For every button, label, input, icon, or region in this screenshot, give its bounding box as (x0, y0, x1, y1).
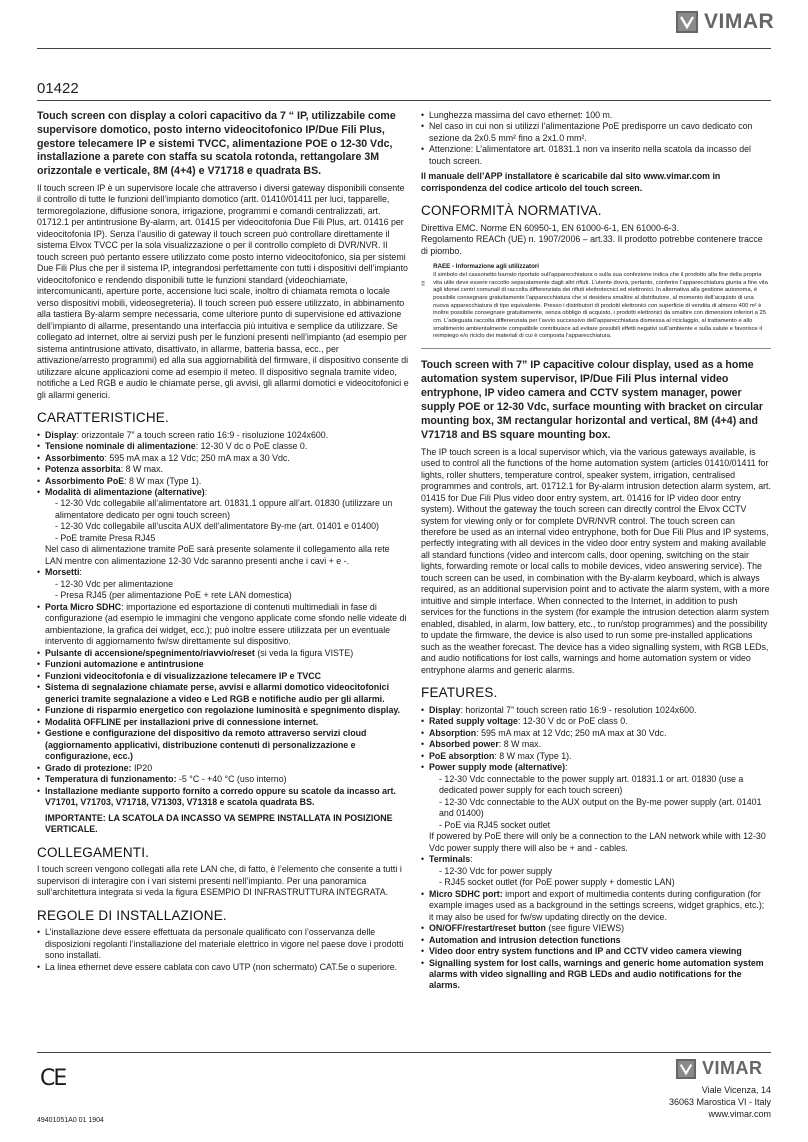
sub-item: - 12-30 Vdc per alimentazione (55, 578, 173, 589)
footer-vimar-logo (676, 1058, 763, 1079)
list-item: • La linea ethernet deve essere cablata con cavo UTP (non schermato) CAT.5e o superiore. (37, 962, 409, 973)
heading-regole: REGOLE DI INSTALLAZIONE. (37, 907, 227, 923)
ce-mark: CE (40, 1066, 66, 1091)
heading-features: FEATURES. (421, 685, 498, 701)
list-item: • Power supply mode (alternative): - 12-30 Vdc connectable to the power supply art. 01831.1 or art. 01830 (use a dedicated power supply for each touch screen) - 12-30 Vdc connectable to the AUX output on the By-me power supply (art. 01401 and 01400) - PoE via RJ45 socket outlet If powered by PoE there will only be a connection to the LAN network while with 12-30 Vdc power supply there will also be + and - cables. (421, 762, 771, 854)
heading-caratteristiche: CARATTERISTICHE. (37, 410, 169, 426)
list-item: • Video door entry system functions and IP and CCTV video camera viewing (421, 946, 771, 957)
list-item: • PoE absorption: 8 W max (Type 1). (421, 751, 771, 762)
product-code: 01422 (37, 80, 79, 97)
sub-item: - 12-30 Vdc for power supply (439, 865, 553, 876)
list-item: • Absorbed power: 8 W max. (421, 739, 771, 750)
list-item: • Temperatura di funzionamento: -5 °C - +40 °C (uso interno) (37, 774, 409, 785)
list-item: • Funzioni automazione e antintrusione (37, 659, 409, 670)
features-list (421, 705, 771, 992)
crossed-bin-icon (421, 263, 425, 303)
collegamenti-text: I touch screen vengono collegati alla rete LAN che, di fatto, è l’elemento che consente a tutti i supervisori di interagire con i vari sistemi presenti nell’impianto. Per una panoramica sull’architettura integrata si veda la figura ESEMPIO DI INFRASTRUTTURA INTEGRATA. (37, 864, 402, 898)
vimar-logo-icon (676, 1059, 696, 1079)
conformita-1: Direttiva EMC. Norme EN 60950-1, EN 61000-6-1, EN 61000-6-3. (421, 222, 680, 233)
vimar-logo (676, 10, 774, 34)
regole-list (37, 927, 409, 973)
list-item: • Signalling system for lost calls, warnings and generic home automation system alarms with video signalling and RGB LEDs and audio notifications for the alarms. (421, 958, 771, 992)
conformita-2: Regolamento REACh (UE) n. 1907/2006 – art.33. Il prodotto potrebbe contenere tracce di piombo. (421, 234, 763, 256)
list-item: • Installazione mediante supporto fornito a corredo oppure su scatole da incasso art. V71701, V71703, V71718, V71303, V71318 e scatola quadrata BS. IMPORTANTE: LA SCATOLA DA INCASSO VA SEMPRE INSTALLATA IN POSIZIONE VERTICALE. (37, 786, 409, 836)
list-item: • Sistema di segnalazione chiamate perse, avvisi e allarmi domotico videocitofonici generici tramite segnalazione a video e Led RGB e notifiche audio per gli allarmi. (37, 682, 409, 705)
important-note: IMPORTANTE: LA SCATOLA DA INCASSO VA SEMPRE INSTALLATA IN POSIZIONE VERTICALE. (45, 812, 393, 835)
list-item: • Display: orizzontale 7” a touch screen ratio 16:9 - risoluzione 1024x600. (37, 430, 409, 441)
list-item: • Morsetti: - 12-30 Vdc per alimentazione - Presa RJ45 (per alimentazione PoE + rete LAN domestica) (37, 567, 409, 601)
list-item: • Assorbimento: 595 mA max a 12 Vdc; 250 mA max a 30 Vdc. (37, 453, 409, 464)
list-item: • Terminals: - 12-30 Vdc for power supply - RJ45 socket outlet (for PoE power supply + domestic LAN) (421, 854, 771, 888)
note: If powered by PoE there will only be a connection to the LAN network while with 12-30 Vdc power supply there will also be + and - cables. (429, 831, 766, 853)
list-item: • Funzione di risparmio energetico con regolazione luminosità e spegnimento display. (37, 705, 409, 716)
heading-conformita: CONFORMITÀ NORMATIVA. (421, 203, 602, 219)
list-item: • Display: horizontal 7” touch screen ratio 16:9 - resolution 1024x600. (421, 705, 771, 716)
raee-text: Il simbolo del cassonetto barrato riportato sull’apparecchiatura o sulla sua confezione indica che il prodotto alla fine della propria vita utile deve essere raccolto separatamente dagli altri rifiuti. L’utente dovrà, pertanto, conferire l’apparecchiatura giunta a fine vita agli idonei centri comunali di raccolta differenziata dei rifiuti elettrotecnici ed elettronici. In alternativa alla gestione autonoma, è possibile consegnare gratuitamente l’apparecchiatura che si desidera smaltire al distributore, al momento dell’acquisto di una nuova apparecchiatura di tipo equivalente. Presso i distributori di prodotti elettronici con superficie di vendita di almeno 400 m² è inoltre possibile consegnare gratuitamente, senza obbligo di acquisto, i prodotti elettronici da smaltire con dimensioni inferiori a 25 cm. L’adeguata raccolta differenziata per l’avvio successivo dell’apparecchiatura dismessa al riciclaggio, al trattamento e allo smaltimento ambientalmente compatibile contribuisce ad evitare possibili effetti negativi sull’ambiente e sulla salute e favorisce il reimpiego e/o riciclo dei materiali di cui è composta l’apparecchiatura. (433, 272, 768, 340)
sub-item: - 12-30 Vdc collegabile all’uscita AUX dell’alimentatore By-me (art. 01401 e 01400) (55, 521, 379, 532)
list-item: • Nel caso in cui non si utilizzi l’alimentazione PoE predisporre un cavo dedicato con sezione da 2x0.5 mm² fino a 2x1.0 mm². (421, 121, 771, 144)
brand-name: VIMAR (704, 10, 775, 33)
regole-list-continued (421, 110, 771, 167)
note: Nel caso di alimentazione tramite PoE sarà presente solamente il collegamento alla rete LAN mentre con alimentazione 12-30 Vdc saranno presenti anche i cavi + e -. (45, 544, 390, 566)
list-item: • Lunghezza massima del cavo ethernet: 100 m. (421, 110, 771, 121)
code-rule (37, 100, 771, 101)
sub-item: - PoE via RJ45 socket outlet (439, 819, 551, 830)
heading-collegamenti: COLLEGAMENTI. (37, 844, 150, 860)
website[interactable]: www.vimar.com (708, 1109, 771, 1120)
document-number: 49401051A0 01 1904 (37, 1117, 104, 1124)
caratteristiche-list (37, 430, 409, 836)
list-item: • Grado di protezione: IP20 (37, 763, 409, 774)
list-item: • Modalità OFFLINE per installazioni prive di connessione internet. (37, 717, 409, 728)
sub-item: - 12-30 Vdc connectable to the AUX output on the By-me power supply (art. 01401 and 01400) (439, 796, 762, 819)
italian-lead: Touch screen con display a colori capacitivo da 7 “ IP, utilizzabile come supervisore domotico, posto interno videocitofonico IP/Due Fili Plus, gestore telecamere IP e sistemi TVCC, alimentazione POE o 12-30 Vdc, installazione a parete con staffa su scatola rotonda, rettangolare 3M orizzontale e verticale, 8M (4+4) e V71718 e quadrata BS. (37, 110, 396, 178)
sub-item: - Presa RJ45 (per alimentazione PoE + rete LAN domestica) (55, 590, 292, 601)
vimar-logo-icon (676, 11, 698, 33)
italian-intro: Il touch screen IP è un supervisore locale che attraverso i diversi gateway disponibili consente il controllo di tutte le funzioni dell’impianto domotico (artt. 01410/01411 per luci, tapparelle, termoregolazione, diffusione sonora, irrigazione, programmi e comandi centralizzati, art. 01712.1 per antintrusione By-alarm, art. 01415 per videocitofonia Due Fili Plus, art. 01416 per videocitofonia IP). Senza l’ausilio di gateway il touch screen può controllare direttamente il sistema Elvox TVCC per la sola visualizzazione o per il controllo completo di DVR/NVR. Il touch screen può pertanto essere utilizzato come posto interno videocitofonico, sia per sistemi Due Fili Plus che per il sistema IP, integrandosi perfettamente con tutti i dispositivi dell’impianto videocitofonico e rendendo disponibili tutte le funzioni standard (videochiamate, intercomunicanti, aperture porte, accensione luci scale, inoltro di chiamata remota o locale verso dispositivi mobili, videosegreteria). Il touch screen può essere utilizzato, in abbinamento alla tastiera By-alarm sempre necessaria, come ulteriore punto di supervisione ed attivazione dell’impianto di allarme, presentando una interfaccia più intuitiva e semplice da utilizzare. Se collegato ad internet, oltre ai servizi push per le funzioni presenti nell’impianto (ad esempio per sistema antintrusione attivato, disattivato, in allarme, batteria bassa, ecc., per attivazione/arresto programmi) ed alla sua aggiornabilità del firmware, il dispositivo consente di utilizzare alcune applicazioni come ad esempio il meteo. Il dispositivo segnala tramite video, notifiche a Led RGB e audio le chiamate perse, gli avvisi, gli allarmi domotici e videocitofonici e gli allarmi generici. (37, 182, 409, 400)
list-item: • Rated supply voltage: 12-30 V dc or PoE class 0. (421, 716, 771, 727)
list-item: • L’installazione deve essere effettuata da personale qualificato con l’osservanza delle disposizioni regolanti l’installazione del materiale elettrico in vigore nel paese dove i prodotti sono installati. (37, 927, 409, 961)
language-separator (421, 348, 771, 349)
brand-name: VIMAR (702, 1058, 763, 1078)
company-address (669, 1084, 771, 1120)
address-street: Viale Vicenza, 14 (701, 1085, 771, 1095)
header-rule (37, 48, 771, 49)
list-item: • Pulsante di accensione/spegnimento/riavvio/reset (si veda la figura VISTE) (37, 648, 409, 659)
english-lead: Touch screen with 7” IP capacitive colour display, used as a home automation system supervisor, IP/Due Fili Plus internal video entryphone, IP video camera and CCTV system manager, power supply POE or 12-30 Vdc, surface mounting with bracket on circular mounting box, 3M rectangular horizontal and vertical, 8M (4+4) and V71718 and BS square mounting box. (421, 358, 764, 441)
list-item: • Porta Micro SDHC: importazione ed esportazione di contenuti multimediali in fase di configurazione (ad esempio le immagini che vengono applicate come sfondo nelle videate di ambientazione, la grafica dei widget, ecc.); può inoltre essere utilizzata per un eventuale intervento di aggiornamento fw/sw direttamente sul dispositivo. (37, 602, 409, 648)
list-item: • ON/OFF/restart/reset button (see figure VIEWS) (421, 923, 771, 934)
list-item: • Potenza assorbita: 8 W max. (37, 464, 409, 475)
sub-item: - PoE tramite Presa RJ45 (55, 532, 156, 543)
sub-item: - 12-30 Vdc collegabile all’alimentatore art. 01831.1 oppure all’art. 01830 (utilizzare un alimentatore dedicato per ogni touch screen) (55, 498, 393, 520)
sub-item: - RJ45 socket outlet (for PoE power supply + domestic LAN) (439, 877, 675, 888)
right-column (421, 110, 771, 992)
english-intro: The IP touch screen is a local supervisor which, via the various gateways available, is used to control all the functions of the home automation system (articles 01410/01411 for lights, roller shutters, temperature control, speaker system, irrigation, centralised programmes and controls, art. 01712.1 for By-alarm intrusion detection alarm system, art. 01415 for Due Fili Plus video door entry system, art. 01416 for IP video door entry system). Without the gateway the touch screen can directly control the Elvox CCTV system for viewing only or for complete DVR/NVR control. The touch screen can therefore be used as an internal video entryphone, both for Due Fili Plus and IP systems, perfectly integrating with all devices in the video door entry system and making available all standard functions (video and intercom calls, door opening, switching on the stair lights, forwarding remote or local calls to mobile devices, video answering service). The touch screen can be used, in combination with the By-alarm keyboard, which is always required, as an additional supervision point and to activate the alarm system, with a more intuitive and simple interface. When connected to the Internet, in addition to push services for the functions in the system (for example the intrusion detection alarm system enabled, disabled, in alarm, low battery, etc., to run/stop programmes) and the possibility to update the firmware, the device is also used to run some pre-installed applications such as the weather forecast. The device has a video signalling system, with RGB LEDs, and audio notifications for lost calls, warnings and home automation system or video entryphone alarms and generic alarms. (421, 446, 771, 675)
list-item: • Absorption: 595 mA max at 12 Vdc; 250 mA max at 30 Vdc. (421, 728, 771, 739)
footer-rule (37, 1052, 771, 1053)
list-item: • Micro SDHC port: import and export of multimedia contents during configuration (for example images used as a background in the settings screens, widget graphics, etc.); it may also be used for fw/sw updating directly on the device. (421, 889, 771, 923)
list-item: • Modalità di alimentazione (alternative): - 12-30 Vdc collegabile all’alimentatore art. 01831.1 oppure all’art. 01830 (utilizzare un alimentatore dedicato per ogni touch screen) - 12-30 Vdc collegabile all’uscita AUX dell’alimentatore By-me (art. 01401 e 01400) - PoE tramite Presa RJ45 Nel caso di alimentazione tramite PoE sarà presente solamente il collegamento alla rete LAN mentre con alimentazione 12-30 Vdc saranno presenti anche i cavi + e -. (37, 487, 409, 567)
list-item: • Attenzione: L’alimentatore art. 01831.1 non va inserito nella scatola da incasso del touch screen. (421, 144, 771, 167)
sub-item: - 12-30 Vdc connectable to the power supply art. 01831.1 or art. 01830 (use a dedicated power supply for each touch screen) (439, 773, 744, 796)
list-item: • Gestione e configurazione del dispositivo da remoto attraverso servizi cloud (aggiornamento applicativi, distribuzione contenuti di personalizzazione e configurazione, ecc.) (37, 728, 409, 762)
address-city: 36063 Marostica VI - Italy (668, 1097, 771, 1108)
raee-title: RAEE - Informazione agli utilizzatori (433, 263, 539, 271)
list-item: • Automation and intrusion detection functions (421, 935, 771, 946)
italian-column (37, 110, 409, 973)
list-item: • Assorbimento PoE: 8 W max (Type 1). (37, 476, 409, 487)
list-item: • Tensione nominale di alimentazione: 12-30 V dc o PoE classe 0. (37, 441, 409, 452)
manual-note: Il manuale dell’APP installatore è scaricabile dal sito www.vimar.com in corrispondenza del codice articolo del touch screen. (421, 171, 721, 193)
list-item: • Funzioni videocitofonia e di visualizzazione telecamere IP e TVCC (37, 671, 409, 682)
raee-block (421, 263, 771, 340)
